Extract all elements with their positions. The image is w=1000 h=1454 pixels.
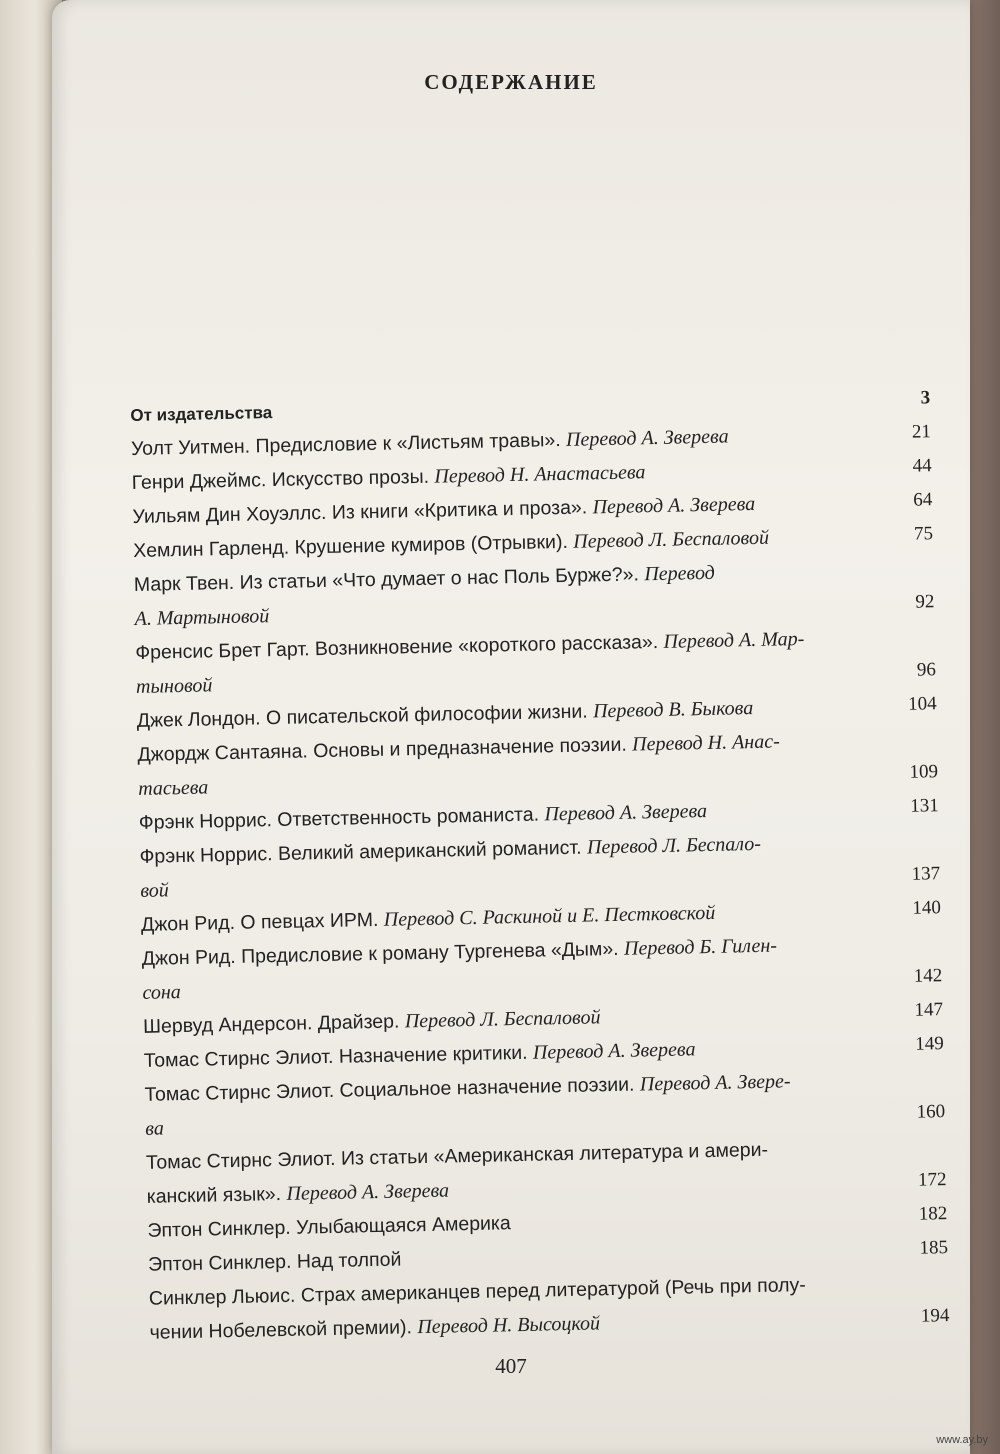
toc-entry-translator: Перевод А. Зверева (532, 1038, 696, 1064)
toc-entry-title: От издательства (130, 403, 273, 425)
toc-entry-title: Эптон Синклер. Улыбающаяся Америка (147, 1212, 511, 1242)
toc-entry-page: 160 (916, 1101, 946, 1123)
toc-entry-page: 109 (909, 761, 939, 783)
toc-entry-title: Уолт Уитмен. Предисловие к «Листьям травы». (130, 428, 561, 460)
toc-entry-translator: Перевод В. Быкова (592, 697, 754, 723)
watermark: www.ay.by (936, 1434, 988, 1446)
toc-entry-title: Джон Рид. О певцах ИРМ. (140, 908, 379, 936)
toc-entry-title: Марк Твен. Из статьи «Что думает о нас Поль Бурже?». (133, 563, 640, 596)
toc-entry-text (145, 1111, 164, 1145)
toc-entry-text (148, 1243, 402, 1282)
toc-entry-title: Шервуд Андерсон. Драйзер. (142, 1010, 400, 1038)
toc-entry-title: Генри Джеймс. Искусство прозы. (131, 465, 430, 494)
toc-entry-page: 172 (917, 1169, 947, 1191)
toc-entry-translator: Перевод Н. Высоцкой (417, 1312, 601, 1339)
toc-entry-title: Джордж Сантаяна. Основы и предназначение поэзии. (137, 733, 627, 766)
toc-entry-page: 96 (916, 659, 937, 681)
toc-entry-translator: Перевод Л. Беспаловой (573, 526, 770, 553)
toc-entry-title: Фрэнк Норрис. Ответственность романиста. (138, 803, 540, 834)
toc-entry-page: 149 (914, 1033, 944, 1055)
toc-entry-translator: Перевод А. Зверева (286, 1179, 450, 1205)
toc-entry-title: Томас Стирнс Элиот. Из статьи «Американская литература и амери- (145, 1138, 769, 1174)
toc-entry-translator: ва (145, 1117, 165, 1140)
toc-entry-translator: Перевод Б. Гилен- (623, 934, 778, 960)
toc-entry-page: 194 (920, 1305, 950, 1327)
toc-entry-page: 147 (914, 999, 944, 1021)
toc-entry-page: 21 (911, 421, 932, 443)
toc-entry-title: Уильям Дин Хоуэллс. Из книги «Критика и проза». (132, 496, 588, 528)
page-title: СОДЕРЖАНИЕ (424, 70, 598, 94)
toc-entry-translator: сона (142, 981, 181, 1004)
toc-entry-page: 75 (913, 523, 934, 545)
toc-entry-title: Эптон Синклер. Над толпой (147, 1248, 402, 1276)
toc-entry-text (142, 975, 181, 1010)
toc-entry-page: 140 (912, 897, 942, 919)
toc-entry-title: канский язык». (146, 1183, 282, 1208)
toc-entry-translator: Перевод Н. Анас- (631, 730, 780, 756)
toc-entry-page: 104 (907, 693, 937, 715)
toc-entry-text (134, 599, 269, 636)
toc-entry-title: Синклер Льюис. Страх американцев перед литературой (Речь при полу- (148, 1274, 806, 1310)
toc-entry-translator: Перевод А. Зверева (565, 425, 729, 451)
toc-entry-page: 182 (918, 1203, 948, 1225)
toc-entry-translator: Перевод (644, 561, 716, 586)
toc-entry-title: Френсис Брет Гарт. Возникновение «короткого рассказа». (135, 630, 659, 664)
toc-entry-title: Томас Стирнс Элиот. Социальное назначение поэзии. (144, 1073, 635, 1106)
toc-entry-title: Фрэнк Норрис. Великий американский романист. (139, 836, 582, 868)
toc-entry-translator: А. Мартыновой (134, 605, 270, 630)
toc-entry-page: 44 (912, 455, 932, 477)
toc-entry-translator: вой (140, 879, 169, 902)
toc-entry-translator: Перевод А. Мар- (663, 627, 805, 653)
toc-entry-translator: Перевод С. Раскиной и Е. Пестковской (383, 901, 716, 931)
toc-entry-page: 3 (920, 387, 931, 409)
toc-entry-translator: Перевод А. Звере- (639, 1070, 791, 1096)
toc-entry-page: 92 (915, 591, 935, 613)
book-page (52, 0, 970, 1454)
toc-entry-page: 137 (911, 863, 941, 885)
toc-entry-text (136, 668, 213, 704)
toc-entry-title: чении Нобелевской премии). (149, 1316, 413, 1344)
toc-entry-text (138, 770, 209, 805)
toc-entry-text (140, 873, 169, 908)
toc-entry-title: Томас Стирнс Элиот. Назначение критики. (143, 1041, 528, 1072)
toc-entry-title: Джек Лондон. О писательской философии жизни. (136, 700, 588, 732)
toc-entry-translator: Перевод Н. Анастасьева (434, 461, 646, 488)
toc-entry-page: 64 (913, 489, 933, 511)
toc-entry-translator: тасьева (137, 776, 209, 800)
table-of-contents (130, 381, 950, 1350)
toc-entry-translator: Перевод А. Зверева (592, 492, 756, 519)
toc-entry-text (130, 395, 273, 433)
toc-entry-page: 131 (910, 795, 939, 817)
page-number: 407 (495, 1354, 527, 1378)
toc-entry-page: 185 (919, 1237, 949, 1259)
toc-entry-title: Хемлин Гарленд. Крушение кумиров (Отрывки). (132, 530, 569, 562)
toc-entry-page: 142 (913, 965, 943, 987)
toc-entry-title: Джон Рид. Предисловие к роману Тургенева «Дым». (141, 937, 619, 970)
toc-entry-translator: тыновой (135, 674, 213, 698)
toc-entry-translator: Перевод Л. Беспаловой (404, 1006, 601, 1033)
toc-entry-translator: Перевод А. Зверева (544, 800, 708, 826)
toc-entry-translator: Перевод Л. Беспало- (586, 832, 762, 859)
